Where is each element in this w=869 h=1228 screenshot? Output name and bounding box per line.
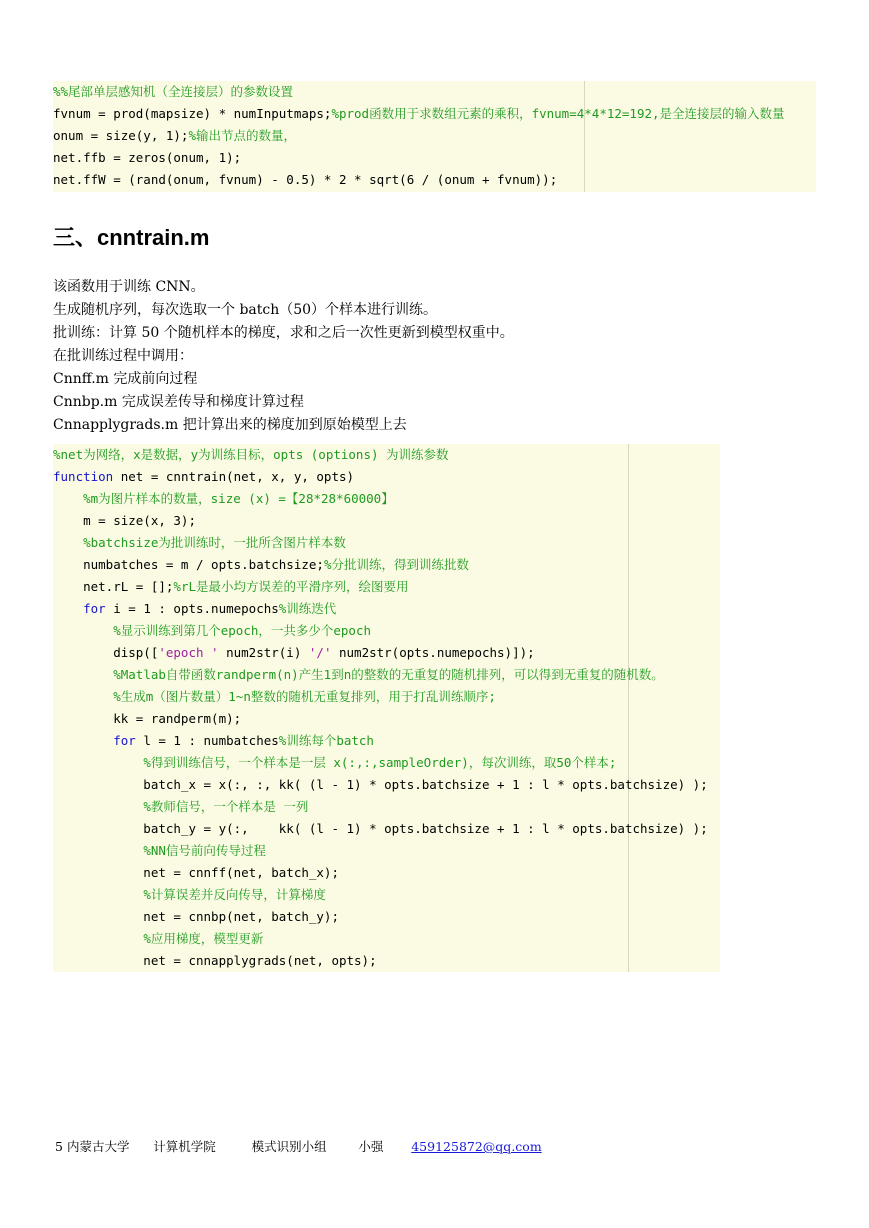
code-text: net = cnnff(net, batch_x);: [53, 865, 339, 880]
code-line: [53, 488, 394, 510]
code-text: net = cnnapplygrads(net, opts);: [53, 953, 377, 968]
code-line: [53, 796, 308, 818]
code-text: kk = randperm(m);: [53, 711, 242, 726]
code-text: numbatches = m / opts.batchsize;: [53, 557, 324, 572]
code-text: fvnum = prod(mapsize) * numInputmaps;: [53, 106, 332, 121]
code-line: [53, 840, 266, 862]
code-line: [53, 554, 469, 576]
code-text: onum = size(y, 1);: [53, 128, 189, 143]
code-line: [53, 928, 263, 950]
code-comment: %prod函数用于求数组元素的乘积，fvnum=4*4*12=192,是全连接层的输入数量: [331, 106, 785, 121]
code-comment: %输出节点的数量，: [188, 128, 296, 143]
code-comment: %教师信号，一个样本是 一列: [143, 799, 309, 814]
code-comment: %NN信号前向传导过程: [143, 843, 266, 858]
paragraph: 该函数用于训练 CNN。: [53, 279, 205, 295]
code-comment: %计算误差并反向传导，计算梯度: [143, 887, 326, 902]
code-comment: %net为网络，x是数据，y为训练目标，opts (options) 为训练参数: [53, 447, 449, 462]
footer-university: 内蒙古大学: [66, 1139, 130, 1154]
code-comment: %显示训练到第几个epoch，一共多少个epoch: [113, 623, 372, 638]
footer-group: 模式识别小组: [251, 1139, 327, 1154]
code-line: [53, 510, 196, 532]
paragraph: 批训练：计算 50 个随机样本的梯度，求和之后一次性更新到模型权重中。: [53, 325, 514, 341]
code-text: [53, 689, 113, 704]
page-number: 5: [55, 1139, 63, 1154]
code-line: [53, 598, 336, 620]
paragraph: Cnnapplygrads.m 把计算出来的梯度加到原始模型上去: [53, 417, 407, 433]
code-string: 'epoch ': [158, 645, 219, 660]
code-comment: %应用梯度，模型更新: [143, 931, 264, 946]
email-link[interactable]: 459125872@qq.com: [411, 1139, 542, 1154]
code-text: [53, 623, 113, 638]
code-line: [53, 444, 449, 466]
code-text: net.ffb = zeros(onum, 1);: [53, 150, 242, 165]
code-line: [53, 862, 339, 884]
code-text: [53, 601, 83, 616]
code-text: [53, 931, 143, 946]
code-keyword: function: [53, 469, 114, 484]
code-text: num2str(opts.numepochs)]);: [331, 645, 535, 660]
code-line: [53, 532, 346, 554]
code-line: [53, 708, 241, 730]
code-line: [53, 730, 374, 752]
code-keyword: for: [113, 733, 136, 748]
code-line: [53, 950, 377, 972]
code-text: [53, 887, 143, 902]
code-text: net.rL = [];: [53, 579, 174, 594]
code-text: [53, 755, 143, 770]
code-text: [53, 491, 83, 506]
code-line: [53, 103, 785, 125]
code-comment: %分批训练，得到训练批数: [323, 557, 469, 572]
code-block-1: [53, 81, 816, 192]
code-text: batch_x = x(:, :, kk( (l - 1) * opts.batchsize + 1 : l * opts.batchsize) );: [53, 777, 708, 792]
code-line: [53, 686, 496, 708]
code-string: '/': [308, 645, 332, 660]
code-text: disp([: [53, 645, 159, 660]
code-keyword: for: [83, 601, 106, 616]
code-line: [53, 884, 326, 906]
code-comment: %训练迭代: [278, 601, 337, 616]
code-line: [53, 774, 708, 796]
code-text: l = 1 : numbatches: [135, 733, 279, 748]
code-comment: %m为图片样本的数量，size (x) =【28*28*60000】: [83, 491, 394, 506]
code-comment: %生成m（图片数量）1~n整数的随机无重复排列，用于打乱训练顺序;: [113, 689, 496, 704]
code-text: [53, 799, 143, 814]
code-line: [53, 906, 339, 928]
paragraph: 在批训练过程中调用：: [53, 348, 193, 364]
code-line: [53, 752, 616, 774]
code-block-2: [53, 444, 720, 972]
code-line: [53, 147, 241, 169]
code-line: [53, 169, 557, 191]
code-text: m = size(x, 3);: [53, 513, 196, 528]
code-text: net = cnntrain(net, x, y, opts): [113, 469, 355, 484]
code-line: [53, 818, 708, 840]
code-comment: %rL是最小均方误差的平滑序列，绘图要用: [173, 579, 409, 594]
code-comment: %训练每个batch: [278, 733, 374, 748]
page-footer: [55, 1137, 542, 1155]
section-heading: 三、cnntrain.m: [53, 225, 210, 250]
code-comment: %batchsize为批训练时，一批所含图片样本数: [83, 535, 346, 550]
code-text: batch_y = y(:, kk( (l - 1) * opts.batchsize + 1 : l * opts.batchsize) );: [53, 821, 708, 836]
code-text: net = cnnbp(net, batch_y);: [53, 909, 339, 924]
code-line: [53, 576, 409, 598]
code-comment: %%尾部单层感知机（全连接层）的参数设置: [53, 84, 294, 99]
code-text: [53, 733, 113, 748]
paragraph: Cnnbp.m 完成误差传导和梯度计算过程: [53, 394, 304, 410]
code-text: num2str(i): [218, 645, 309, 660]
code-line: [53, 466, 354, 488]
code-text: [53, 667, 113, 682]
code-comment: %得到训练信号，一个样本是一层 x(:,:,sampleOrder)，每次训练，取50个样本;: [143, 755, 617, 770]
code-text: [53, 535, 83, 550]
paragraph: Cnnff.m 完成前向过程: [53, 371, 198, 387]
code-text: net.ffW = (rand(onum, fvnum) - 0.5) * 2 * sqrt(6 / (onum + fvnum));: [53, 172, 558, 187]
code-line: [53, 81, 293, 103]
code-text: [53, 843, 143, 858]
paragraph: 生成随机序列，每次选取一个 batch（50）个样本进行训练。: [53, 302, 438, 318]
code-text: i = 1 : opts.numepochs: [105, 601, 279, 616]
code-line: [53, 125, 296, 147]
code-line: [53, 642, 535, 664]
footer-college: 计算机学院: [153, 1139, 216, 1154]
footer-author: 小强: [358, 1139, 384, 1154]
code-line: [53, 664, 664, 686]
code-comment: %Matlab自带函数randperm(n)产生1到n的整数的无重复的随机排列，可以得到无重复的随机数。: [113, 667, 664, 682]
code-line: [53, 620, 371, 642]
